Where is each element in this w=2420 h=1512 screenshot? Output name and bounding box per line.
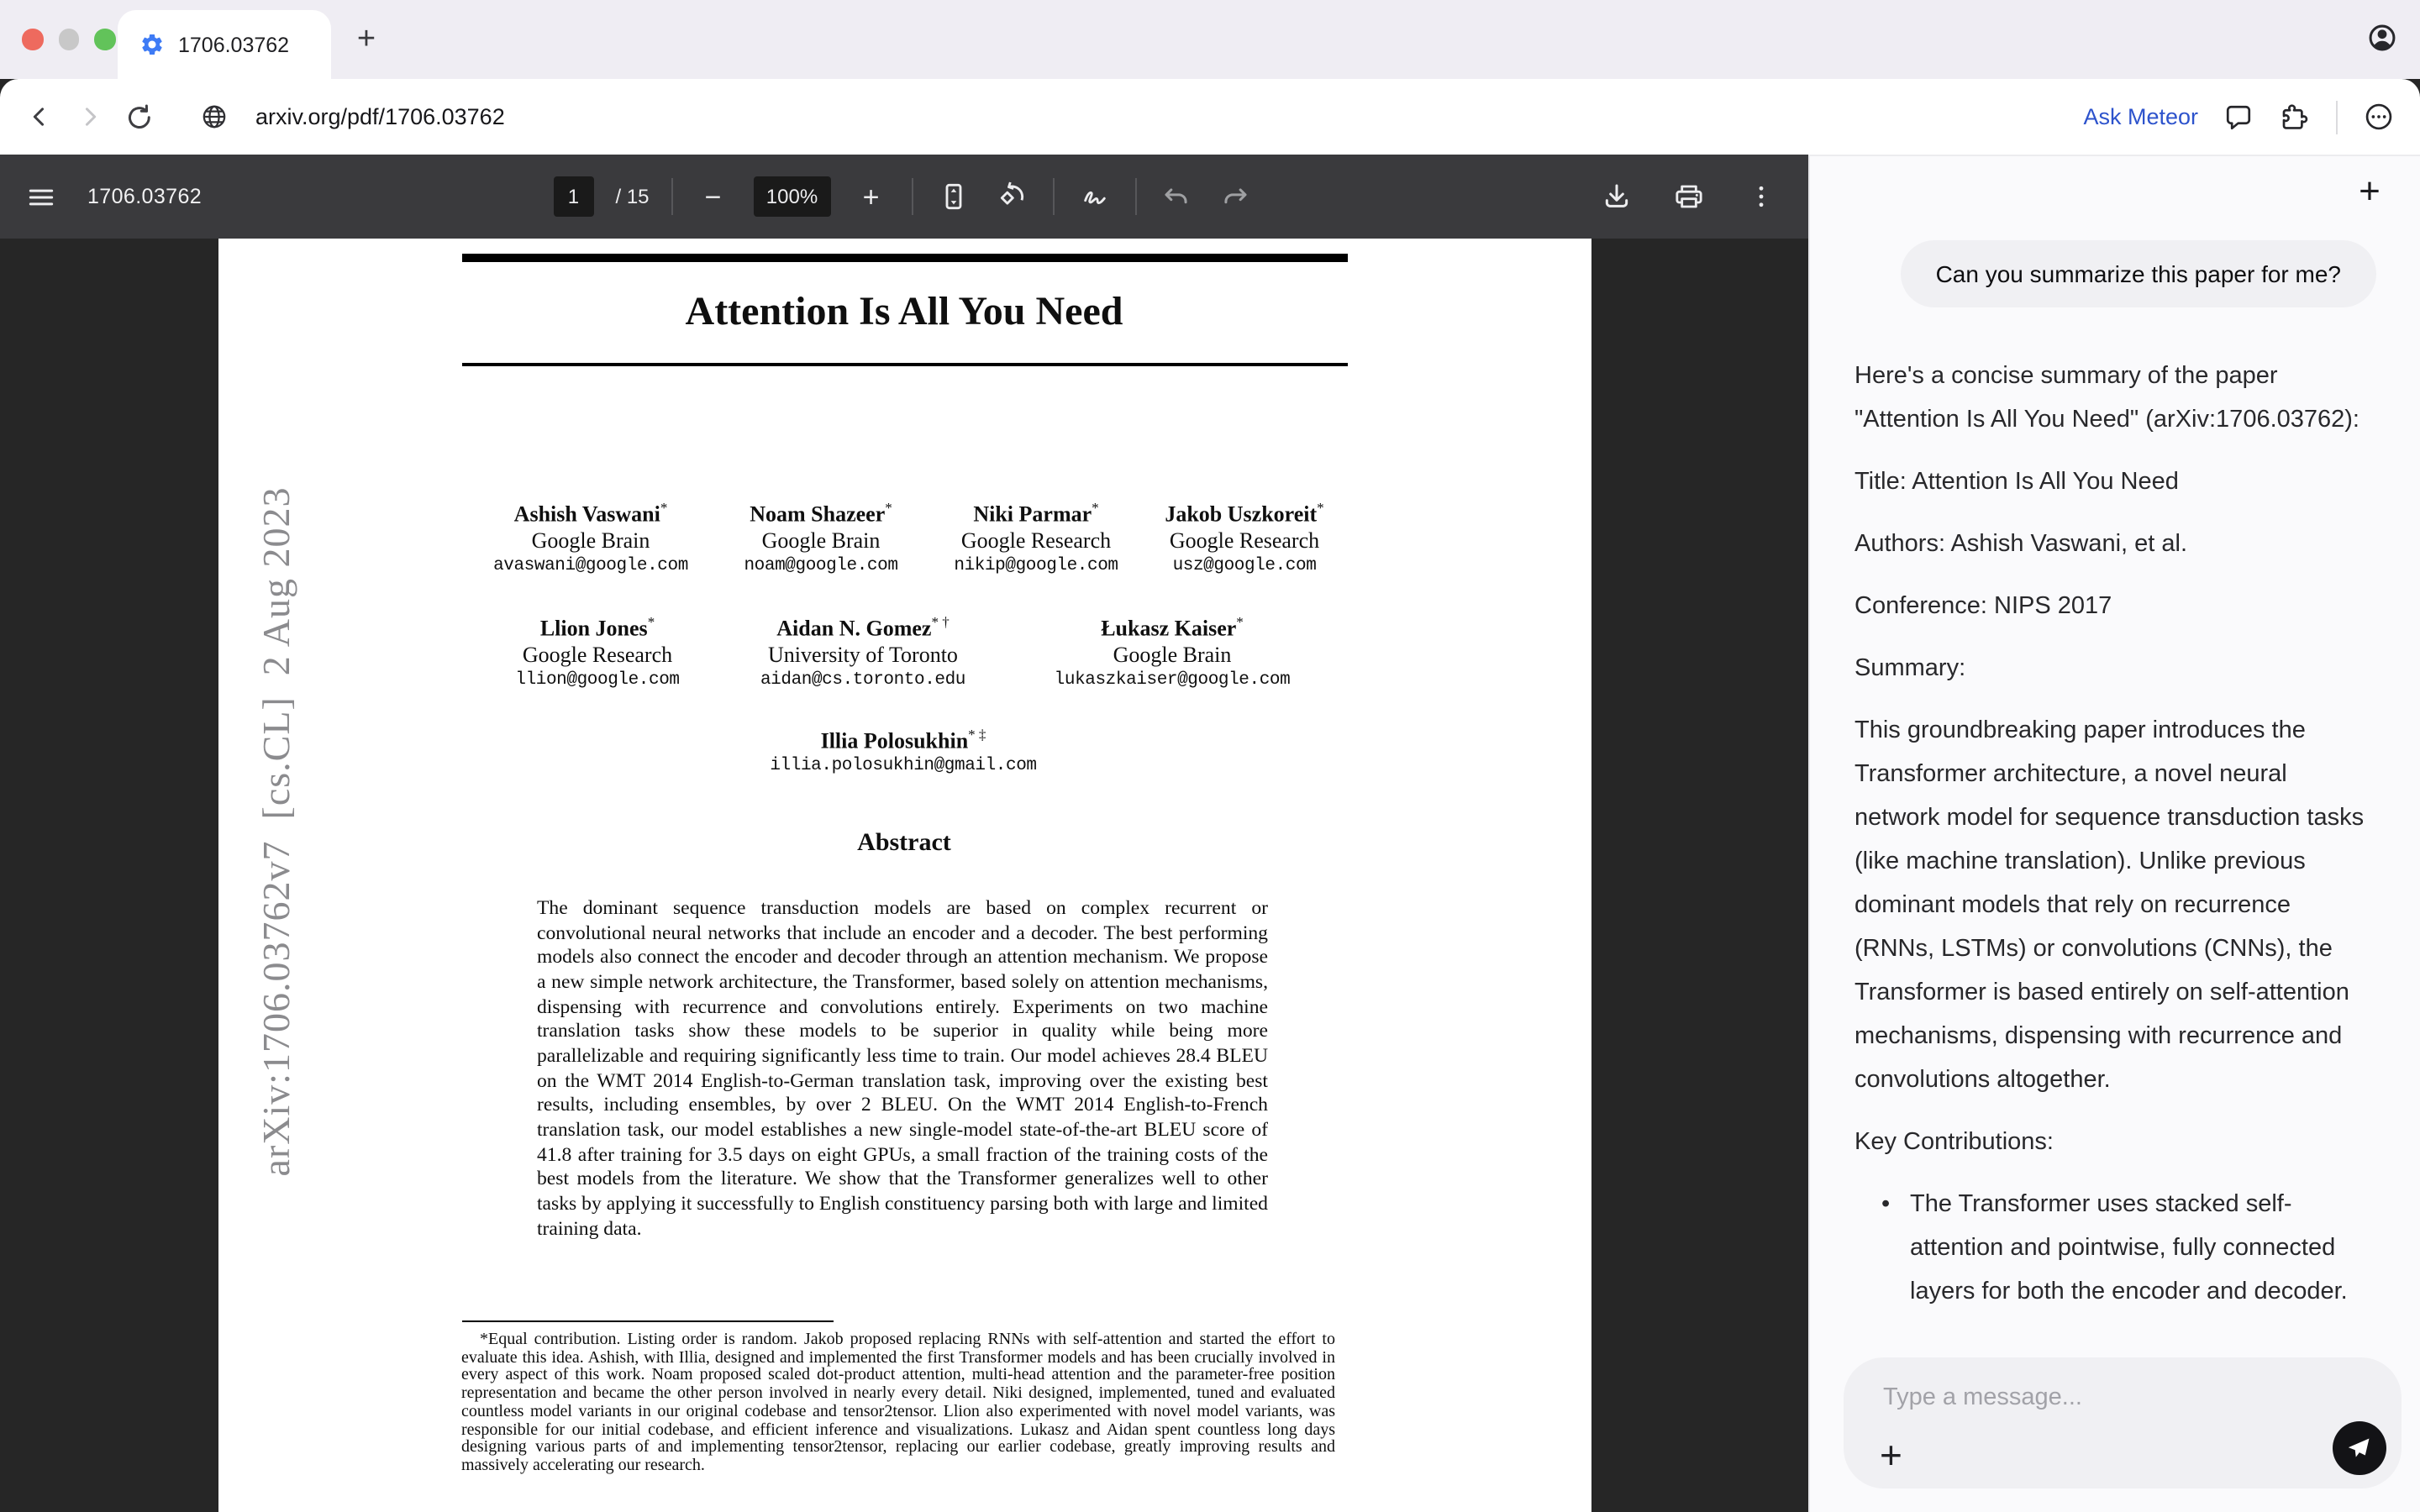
zoom-level-input[interactable]: 100% [754, 176, 831, 217]
tab-title: 1706.03762 [178, 33, 290, 56]
gear-favicon-icon [139, 32, 165, 57]
author-card: Łukasz Kaiser* Google Brain lukaszkaiser@google.com [1054, 613, 1291, 691]
summary-intro: Here's a concise summary of the paper "Attention Is All You Need" (arXiv:1706.03762): [1854, 363, 2360, 433]
nav-divider [2336, 100, 2338, 134]
author-card: Ashish Vaswani* Google Brain avaswani@google.com [493, 499, 688, 577]
footnote-text: *Equal contribution. Listing order is random. Jakob proposed replacing RNNs with self-attention and started the effort to evaluate this idea. Ashish, with Illia, designed and implemented the first Transformer models and has been crucially involved in every aspect of this work. Noam proposed scaled dot-product attention, multi-head attention and the parameter-free position representation and became the other person involved in nearly every detail. Niki designed, implemented, tuned and evaluated countless model variants in our original codebase and tensor2tensor. Llion also experimented with novel model variants, was responsible for our initial codebase, and efficient inference and visualizations. Lukasz and Aidan spent countless long days designing various parts of and implementing tensor2tensor, replacing our earlier codebase, greatly improving results and massively accelerating our research. [461, 1331, 1335, 1475]
rotate-icon[interactable] [994, 178, 1031, 215]
new-chat-button[interactable]: + [2359, 170, 2381, 212]
title-rule-top [461, 254, 1347, 262]
nav-buttons [13, 92, 165, 142]
author-card: Jakob Uszkoreit* Google Research usz@google.com [1165, 499, 1324, 577]
message-input[interactable]: Type a message... [1883, 1384, 2082, 1411]
print-icon[interactable] [1670, 178, 1707, 215]
footnote-rule [461, 1320, 833, 1322]
paper-title: Attention Is All You Need [685, 291, 1123, 334]
title-rule-bottom [461, 363, 1347, 366]
maximize-window-button[interactable] [94, 29, 115, 50]
pdf-viewer [0, 155, 1807, 1512]
new-tab-button[interactable]: + [356, 21, 376, 56]
author-card: Llion Jones* Google Research llion@google.com [515, 613, 680, 691]
window-controls [22, 29, 115, 50]
summary-conference-line: Conference: NIPS 2017 [1854, 593, 2112, 620]
assistant-message [1854, 354, 2367, 1332]
author-card: Aidan N. Gomez* † University of Toronto aidan@cs.toronto.edu [760, 613, 966, 691]
nav-right-cluster [2083, 100, 2395, 134]
ask-meteor-link[interactable]: Ask Meteor [2083, 104, 2198, 129]
back-icon[interactable] [13, 92, 64, 142]
kebab-menu-icon[interactable] [1742, 178, 1779, 215]
pdf-page [218, 239, 1591, 1512]
abstract-heading: Abstract [857, 830, 951, 857]
reload-icon[interactable] [114, 92, 165, 142]
page-number-input[interactable]: 1 [553, 176, 593, 217]
author-card: Illia Polosukhin* ‡ illia.polosukhin@gmail.com [770, 726, 1037, 777]
arxiv-watermark: arXiv:1706.03762v7 [cs.CL] 2 Aug 2023 [255, 486, 297, 1177]
summary-label: Summary: [1854, 655, 1966, 682]
pdf-toolbar [0, 155, 1807, 239]
annotate-pen-icon[interactable] [1076, 178, 1113, 215]
more-menu-icon[interactable] [2363, 101, 2395, 133]
undo-icon[interactable] [1159, 178, 1196, 215]
summary-body: This groundbreaking paper introduces the Transformer architecture, a novel neural network model for sequence transduction tasks (like machine translation). Unlike previous dominant models that rely on recurrence (RNNs, LSTMs) or convolutions (CNNs), the Transformer is based entirely on self-attention mechanisms, dispensing with recurrence and convolutions altogether. [1854, 717, 2365, 1094]
minimize-window-button[interactable] [58, 29, 79, 50]
menu-hamburger-icon[interactable] [22, 178, 59, 215]
paper-plane-icon [2344, 1434, 2373, 1462]
site-globe-icon[interactable] [188, 92, 239, 142]
summary-authors-line: Authors: Ashish Vaswani, et al. [1854, 531, 2188, 558]
download-icon[interactable] [1597, 178, 1634, 215]
profile-avatar-icon[interactable] [2366, 22, 2398, 54]
key-contributions-label: Key Contributions: [1854, 1129, 2054, 1156]
zoom-out-button[interactable]: − [704, 181, 722, 213]
pdf-doc-title: 1706.03762 [87, 185, 203, 208]
navigation-bar [0, 79, 2420, 155]
chat-bubble-icon[interactable] [2223, 102, 2254, 132]
address-bar[interactable]: arxiv.org/pdf/1706.03762 [255, 104, 505, 129]
zoom-in-button[interactable]: + [862, 181, 880, 213]
abstract-text: The dominant sequence transduction models are based on complex recurrent or convolutional neural networks that include an encoder and a decoder. The best performing models also connect the encoder and decoder through an attention mechanism. We propose a new simple network architecture, the Transformer, based solely on attention mechanisms, dispensing with recurrence and convolutions entirely. Experiments on two machine translation tasks show these models to be superior in quality while being more parallelizable and requiring significantly less time to train. Our model achieves 28.4 BLEU on the WMT 2014 English-to-German translation task, improving over the existing best results, including ensembles, by over 2 BLEU. On the WMT 2014 English-to-French translation task, our model establishes a new single-model state-of-the-art BLEU score of 41.8 after training for 3.5 days on eight GPUs, a small fraction of the training costs of the best models from the literature. We show that the Transformer generalizes well to other tasks by applying it successfully to English constituency parsing both with large and limited training data. [537, 895, 1268, 1240]
key-contribution-item: • The Transformer uses stacked self-attention and pointwise, fully connected layers for both the encoder and decoder. [1854, 1183, 2367, 1314]
author-card: Noam Shazeer* Google Brain noam@google.com [744, 499, 898, 577]
pdf-viewport[interactable] [0, 239, 1807, 1512]
message-composer[interactable] [1843, 1357, 2401, 1488]
author-card: Niki Parmar* Google Research nikip@google.com [954, 499, 1118, 577]
fit-to-page-icon[interactable] [935, 178, 972, 215]
browser-tab[interactable] [118, 10, 331, 79]
forward-icon[interactable] [64, 92, 114, 142]
summary-title-line: Title: Attention Is All You Need [1854, 469, 2179, 496]
extensions-puzzle-icon[interactable] [2279, 101, 2311, 133]
redo-icon[interactable] [1218, 178, 1255, 215]
close-window-button[interactable] [22, 29, 43, 50]
tab-bar [0, 0, 2420, 79]
page-count-label: / 15 [615, 185, 650, 208]
chat-sidebar [1807, 155, 2420, 1512]
send-button[interactable] [2332, 1421, 2386, 1475]
user-message-bubble: Can you summarize this paper for me? [1901, 240, 2376, 307]
attach-plus-button[interactable]: + [1880, 1433, 1902, 1477]
